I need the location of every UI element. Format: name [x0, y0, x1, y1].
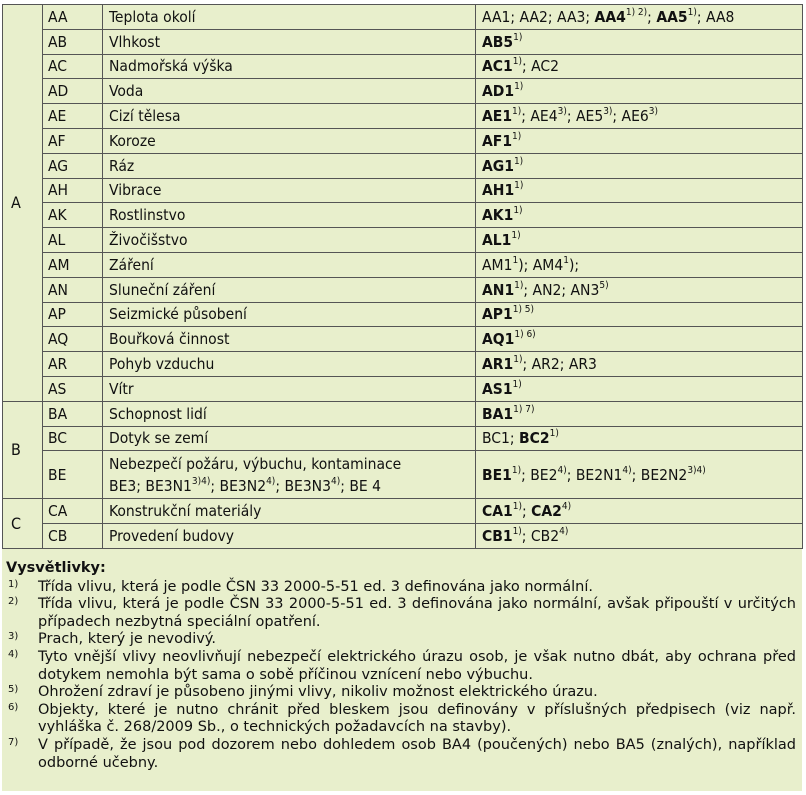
value-part: ; AN2; AN3: [523, 280, 600, 299]
legend-note-mark: 2): [8, 596, 19, 608]
influence-name: Pohyb vzduchu: [103, 352, 476, 377]
footnote-ref: 1): [514, 279, 524, 291]
value-part: AQ1: [482, 330, 515, 349]
value-part: BC2: [519, 429, 550, 448]
value-part: BE3; BE3N1: [109, 476, 192, 495]
table-row: [3, 401, 803, 426]
value-part: AD1: [482, 82, 515, 101]
value-part: AG1: [482, 156, 514, 175]
table-row: [3, 252, 803, 277]
footnote-ref: 4): [561, 501, 572, 513]
footnote-ref: 1): [687, 6, 697, 18]
value-part: ;: [647, 7, 657, 26]
influence-classes: [476, 153, 803, 178]
footnote-ref: 1) 6): [514, 329, 536, 341]
influence-code: AD: [43, 79, 103, 104]
influence-code: AA: [43, 5, 103, 30]
influence-classes: [476, 228, 803, 253]
influence-name: Vibrace: [103, 178, 476, 203]
group-letter: A: [3, 5, 43, 402]
influence-code: AK: [43, 203, 103, 228]
influence-name: Záření: [103, 252, 476, 277]
value-part: ;: [696, 7, 706, 26]
value-part: ; BE2N2: [631, 465, 688, 484]
influence-name-cell: [103, 451, 476, 499]
value-part: AF1: [482, 131, 513, 150]
value-part: ; BE2N1: [566, 465, 623, 484]
influence-classes: [476, 203, 803, 228]
influence-name: Rostlinstvo: [103, 203, 476, 228]
table-row: [3, 499, 803, 524]
value-part: AC1: [482, 57, 513, 76]
value-part: ;: [521, 502, 532, 521]
footnote-ref: 1): [513, 155, 524, 167]
value-part: ; AC2: [521, 57, 559, 76]
legend-note: [4, 649, 800, 684]
influence-classes: [476, 401, 803, 426]
footnote-ref: 4): [331, 475, 341, 487]
influence-classes: [476, 524, 803, 549]
influence-code: BA: [43, 401, 103, 426]
table-row: [3, 302, 803, 327]
table-row: [3, 178, 803, 203]
influence-code: AG: [43, 153, 103, 178]
value-part: ); AM4: [518, 255, 564, 274]
footnote-ref: 5): [599, 279, 609, 291]
value-part: CB1: [482, 527, 513, 546]
table-row: [3, 376, 803, 401]
value-part: AA4: [594, 7, 626, 26]
legend-note: [4, 737, 800, 772]
footnote-ref: 1): [512, 130, 522, 142]
table-row: [3, 54, 803, 79]
footnote-ref: 1) 7): [513, 403, 535, 415]
table-row: [3, 524, 803, 549]
footnote-ref: 3)4): [687, 464, 706, 476]
footnote-ref: 1): [514, 180, 524, 192]
influence-classes: [476, 5, 803, 30]
influence-code: AL: [43, 228, 103, 253]
value-part: ; BE3N3: [275, 476, 331, 495]
influence-classes: [476, 376, 803, 401]
footnote-ref: 1): [514, 81, 524, 93]
value-part: AA8: [705, 7, 735, 26]
value-part: ; BE3N2: [210, 476, 267, 495]
legend-note-text: Ohrožení zdraví je působeno jinými vlivy, nikoliv možnost elektrického úrazu.: [38, 684, 598, 701]
value-part: );: [568, 255, 580, 274]
table-row: [3, 352, 803, 377]
influence-code: AS: [43, 376, 103, 401]
value-part: ;: [547, 7, 558, 26]
table-row: [3, 228, 803, 253]
influence-code: AN: [43, 277, 103, 302]
footnote-ref: 1: [563, 254, 569, 266]
table-row: [3, 5, 803, 30]
value-part: AK1: [482, 206, 514, 225]
influence-classes: [476, 277, 803, 302]
footnote-ref: 1): [512, 526, 522, 538]
value-part: AS1: [482, 379, 513, 398]
influence-classes: [476, 426, 803, 451]
influence-name: Konstrukční materiály: [103, 499, 476, 524]
legend-note-text: Prach, který je nevodivý.: [38, 631, 216, 648]
group-letter: B: [3, 401, 43, 499]
value-part: ;: [585, 7, 595, 26]
legend-note: [4, 631, 800, 649]
influence-name: Teplota okolí: [103, 5, 476, 30]
footnote-ref: 1): [512, 106, 522, 118]
legend-note-text: Tyto vnější vlivy neovlivňují nebezpečí elektrického úrazu osob, je však nutno dbát, aby ochrana před dotykem nemohla být sama o sobě příčinou vznícení nebo výbuchu.: [38, 648, 796, 683]
footnote-ref: 1): [513, 31, 523, 43]
footnote-ref: 1): [549, 428, 559, 440]
footnote-ref: 1): [512, 56, 522, 68]
value-part: AH1: [482, 181, 515, 200]
value-part: ; BE 4: [340, 476, 382, 495]
influence-name: Koroze: [103, 128, 476, 153]
influence-classes: [476, 29, 803, 54]
table-row: [3, 277, 803, 302]
value-part: AP1: [482, 305, 513, 324]
table-row: [3, 451, 803, 499]
value-part: AA3: [557, 7, 586, 26]
value-part: ; AE4: [521, 107, 558, 126]
value-part: AR1: [482, 355, 514, 374]
value-part: AA2: [519, 7, 548, 26]
table-row: [3, 153, 803, 178]
table-row: [3, 426, 803, 451]
influence-classes: [476, 178, 803, 203]
influence-name: Vlhkost: [103, 29, 476, 54]
legend-note-mark: 1): [8, 578, 19, 590]
legend-note-text: Objekty, které je nutno chránit před bleskem jsou definovány v příslušných předpisech (viz např. vyhláška č. 268/2009 Sb., o technických požadavcích na stavby).: [38, 701, 796, 736]
value-part: CA1: [482, 502, 513, 521]
value-part: AE1: [482, 107, 513, 126]
influence-classes: [476, 327, 803, 352]
legend-note-mark: 3): [8, 631, 19, 643]
influence-code: AE: [43, 104, 103, 129]
influence-name: Vítr: [103, 376, 476, 401]
footnote-ref: 1): [513, 354, 523, 366]
influence-classes: [476, 54, 803, 79]
table-row: [3, 128, 803, 153]
value-part: ; AE6: [612, 107, 649, 126]
table-row: [3, 104, 803, 129]
influence-name: Dotyk se zemí: [103, 426, 476, 451]
table-row: [3, 79, 803, 104]
influence-name: Sluneční záření: [103, 277, 476, 302]
footnote-ref: 4): [559, 526, 569, 538]
influence-name: Voda: [103, 79, 476, 104]
influence-code: AF: [43, 128, 103, 153]
legend-notes: [4, 579, 800, 773]
influence-code: BC: [43, 426, 103, 451]
table-row: [3, 203, 803, 228]
legend-note: [4, 596, 800, 631]
influence-code: CB: [43, 524, 103, 549]
legend-note-text: Třída vlivu, která je podle ČSN 33 2000-5-51 ed. 3 definována jako normální, avšak připouští v určitých případech nezbytná speciální opatření.: [38, 596, 796, 630]
value-part: ; CB2: [521, 527, 560, 546]
legend-note: [4, 702, 800, 737]
footnote-ref: 3): [603, 106, 613, 118]
value-part: BC1;: [482, 429, 520, 448]
external-influences-table: [2, 4, 803, 549]
influence-classes: [476, 128, 803, 153]
value-part: ; AE5: [566, 107, 604, 126]
legend-note-mark: 7): [8, 736, 19, 748]
legend-note-mark: 6): [8, 701, 19, 713]
influence-classes: [476, 104, 803, 129]
value-part: ;: [510, 7, 520, 26]
value-part: BA1: [482, 404, 514, 423]
footnote-ref: 1): [513, 205, 523, 217]
footnote-ref: 1: [512, 254, 519, 266]
footnote-ref: 1) 2): [625, 6, 648, 18]
influence-code: AP: [43, 302, 103, 327]
footnote-ref: 4): [266, 475, 276, 487]
influence-code: AH: [43, 178, 103, 203]
influence-code: AB: [43, 29, 103, 54]
influence-name: Provedení budovy: [103, 524, 476, 549]
legend: [4, 560, 800, 772]
influence-name: Bouřková činnost: [103, 327, 476, 352]
influence-code: CA: [43, 499, 103, 524]
footnote-ref: 1): [511, 230, 521, 242]
legend-note: [4, 579, 800, 597]
footnote-ref: 3)4): [191, 475, 211, 487]
influence-name: Ráz: [103, 153, 476, 178]
footnote-ref: 1) 5): [512, 304, 535, 316]
legend-title: Vysvětlivky:: [6, 560, 106, 576]
influence-classes: [476, 79, 803, 104]
influence-code: AM: [43, 252, 103, 277]
footnote-ref: 1): [512, 378, 522, 390]
influence-classes: [476, 451, 803, 499]
value-part: AL1: [482, 231, 512, 250]
group-letter: C: [3, 499, 43, 549]
value-part: AA5: [656, 7, 688, 26]
influence-code: BE: [43, 451, 103, 499]
legend-note-mark: 4): [8, 648, 19, 660]
influence-code: AQ: [43, 327, 103, 352]
influence-name: Nebezpečí požáru, výbuchu, kontaminace: [109, 454, 402, 473]
influence-classes: [476, 352, 803, 377]
influence-code: AR: [43, 352, 103, 377]
legend-note-text: Třída vlivu, která je podle ČSN 33 2000-5-51 ed. 3 definována jako normální.: [38, 578, 593, 595]
influence-classes: [476, 252, 803, 277]
footnote-ref: 3): [557, 106, 567, 118]
legend-note: [4, 684, 800, 702]
legend-note-text: V případě, že jsou pod dozorem nebo dohledem osob BA4 (poučených) nebo BA5 (znalých), například odborné učebny.: [38, 736, 796, 771]
footnote-ref: 3): [648, 106, 658, 118]
value-part: AB5: [482, 32, 514, 51]
table-row: [3, 327, 803, 352]
footnote-ref: 1): [511, 464, 522, 476]
influence-classes: [476, 302, 803, 327]
footnote-ref: 4): [622, 464, 632, 476]
value-part: ; BE2: [521, 465, 558, 484]
value-part: AA1: [482, 7, 511, 26]
value-part: ; AR2; AR3: [522, 355, 597, 374]
legend-note-mark: 5): [8, 684, 19, 696]
value-part: AN1: [482, 280, 515, 299]
table-row: [3, 29, 803, 54]
influence-name: Živočišstvo: [103, 228, 476, 253]
influence-name: Seizmické působení: [103, 302, 476, 327]
influence-classes: [476, 499, 803, 524]
influence-name: Schopnost lidí: [103, 401, 476, 426]
value-part: BE1: [482, 465, 512, 484]
footnote-ref: 4): [557, 464, 567, 476]
influence-name: Nadmořská výška: [103, 54, 476, 79]
influence-name: Cizí tělesa: [103, 104, 476, 129]
influence-code: AC: [43, 54, 103, 79]
footnote-ref: 1): [512, 501, 522, 513]
value-part: AM1: [482, 255, 513, 274]
value-part: CA2: [531, 502, 562, 521]
